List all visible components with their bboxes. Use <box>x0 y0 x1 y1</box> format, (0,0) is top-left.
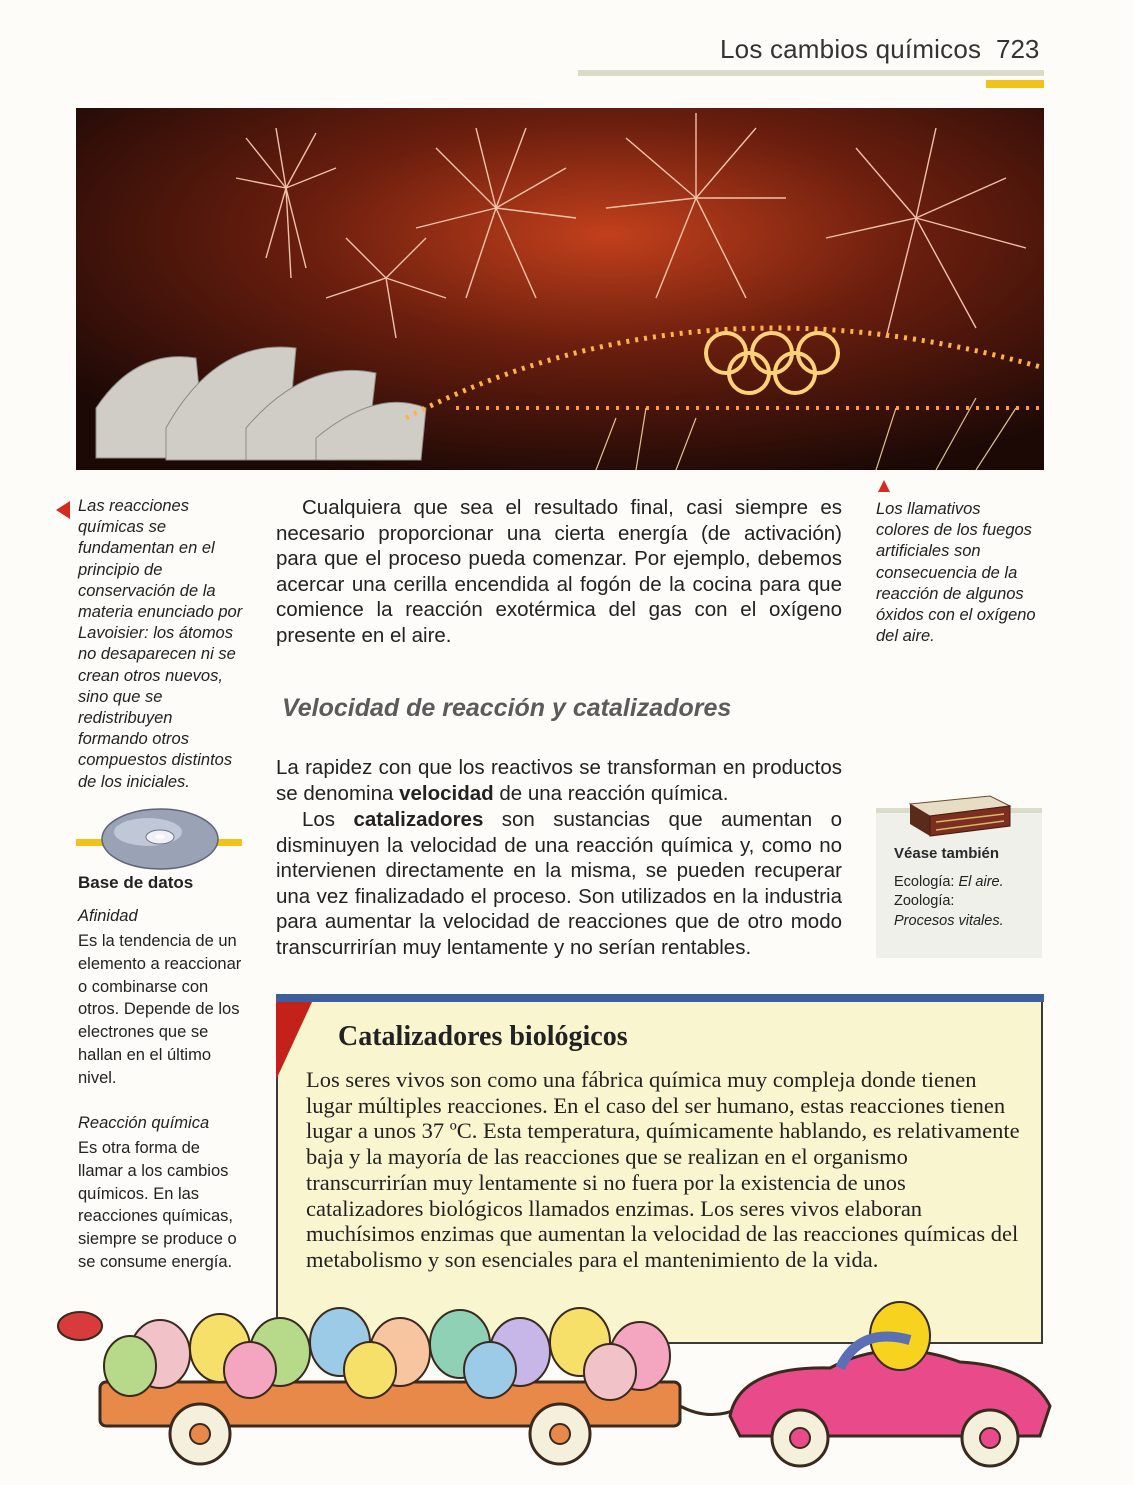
header-rule <box>578 70 1044 76</box>
see-also-title: Véase también <box>894 845 1000 862</box>
see-also-item[interactable] <box>894 891 1034 931</box>
database-term: Afinidad <box>78 907 138 925</box>
see-also-subject: Zoología: <box>894 893 955 909</box>
see-also-subject: Ecología: <box>894 874 959 890</box>
caption-up-arrow-icon <box>878 480 890 492</box>
book-icon <box>904 790 1016 845</box>
term-velocidad: velocidad <box>399 781 494 805</box>
caption-arrow-icon <box>56 501 70 519</box>
fireworks-photo <box>76 108 1044 470</box>
feature-box-title: Catalizadores biológicos <box>338 1021 628 1052</box>
p3-text-start: Los <box>302 808 354 831</box>
fireworks-illustration <box>76 108 1044 470</box>
catalyst-paragraph <box>276 807 842 961</box>
feature-box-topbar <box>276 994 1044 1002</box>
term-catalizadores: catalizadores <box>353 808 484 831</box>
see-also-topic: Procesos vitales. <box>894 913 1004 929</box>
database-title: Base de datos <box>78 873 194 892</box>
page-number: 723 <box>996 34 1040 64</box>
p3-text-end: son sustancias que aumentan o disminuyen la velocidad de una reacción química y, como no intervienen directamente en la misma, se pueden recuperar una vez finalizadado el proceso. Son utilizados en la industria para aumentar la velocidad de reacciones que de otro modo transcurrirían muy lentamente y no serían rentables. <box>276 808 843 959</box>
velocity-paragraph <box>276 755 842 806</box>
left-sidebar-caption: Las reacciones químicas se fundamentan en el principio de conservación de la materia enunciado por Lavoisier: los átomos no desaparecen ni se crean otros nuevos, sino que se redistribuyen formando otros compuestos distintos de los iniciales. <box>78 497 243 791</box>
cd-disc-icon <box>100 804 220 879</box>
enzyme-car-cartoon <box>40 1296 1070 1485</box>
section-heading: Velocidad de reacción y catalizadores <box>282 694 732 722</box>
database-term: Reacción química <box>78 1114 210 1132</box>
intro-paragraph: Cualquiera que sea el resultado final, casi siempre es necesario proporcionar una cierta energía (de activación) para que el proceso pueda comenzar. Por ejemplo, debemos acercar una cerilla encendida al fogón de la cocina para que comience la reacción exotérmica del gas con el oxígeno presente en el aire. <box>276 496 842 647</box>
p2-text-start: La rapidez con que los reactivos se transforman en productos se denomina <box>276 756 842 805</box>
header-accent-tab <box>986 80 1044 88</box>
running-header-title: Los cambios químicos <box>720 34 982 64</box>
p2-text-end: de una reacción química. <box>493 781 729 805</box>
see-also-item[interactable] <box>894 872 1004 892</box>
see-also-topic: El aire. <box>958 874 1004 890</box>
database-definition: Es otra forma de llamar a los cambios químicos. En las reacciones químicas, siempre se produce o se consume energía. <box>78 1139 237 1271</box>
feature-box-text: Los seres vivos son como una fábrica química muy compleja donde tienen lugar múltiples reacciones. En el caso del ser humano, estas reacciones tienen lugar a unos 37 ºC. Esta temperatura, químicamente hablando, es relativamente baja y la mayoría de las reacciones que se realizan en el organismo transcurrirían muy lentamente si no fuera por la existencia de unos catalizadores biológicos llamados enzimas. Los seres vivos elaboran muchísimos enzimas que aumentan la velocidad de las reacciones químicas del metabolismo y son esenciales para el mantenimiento de la vida. <box>306 1067 1020 1272</box>
photo-caption: Los llamativos colores de los fuegos artificiales son consecuencia de la reacción de algunos óxidos con el oxígeno del aire. <box>876 500 1036 646</box>
database-definition: Es la tendencia de un elemento a reaccionar o combinarse con otros. Depende de los electrones que se hallan en el último nivel. <box>78 932 242 1087</box>
